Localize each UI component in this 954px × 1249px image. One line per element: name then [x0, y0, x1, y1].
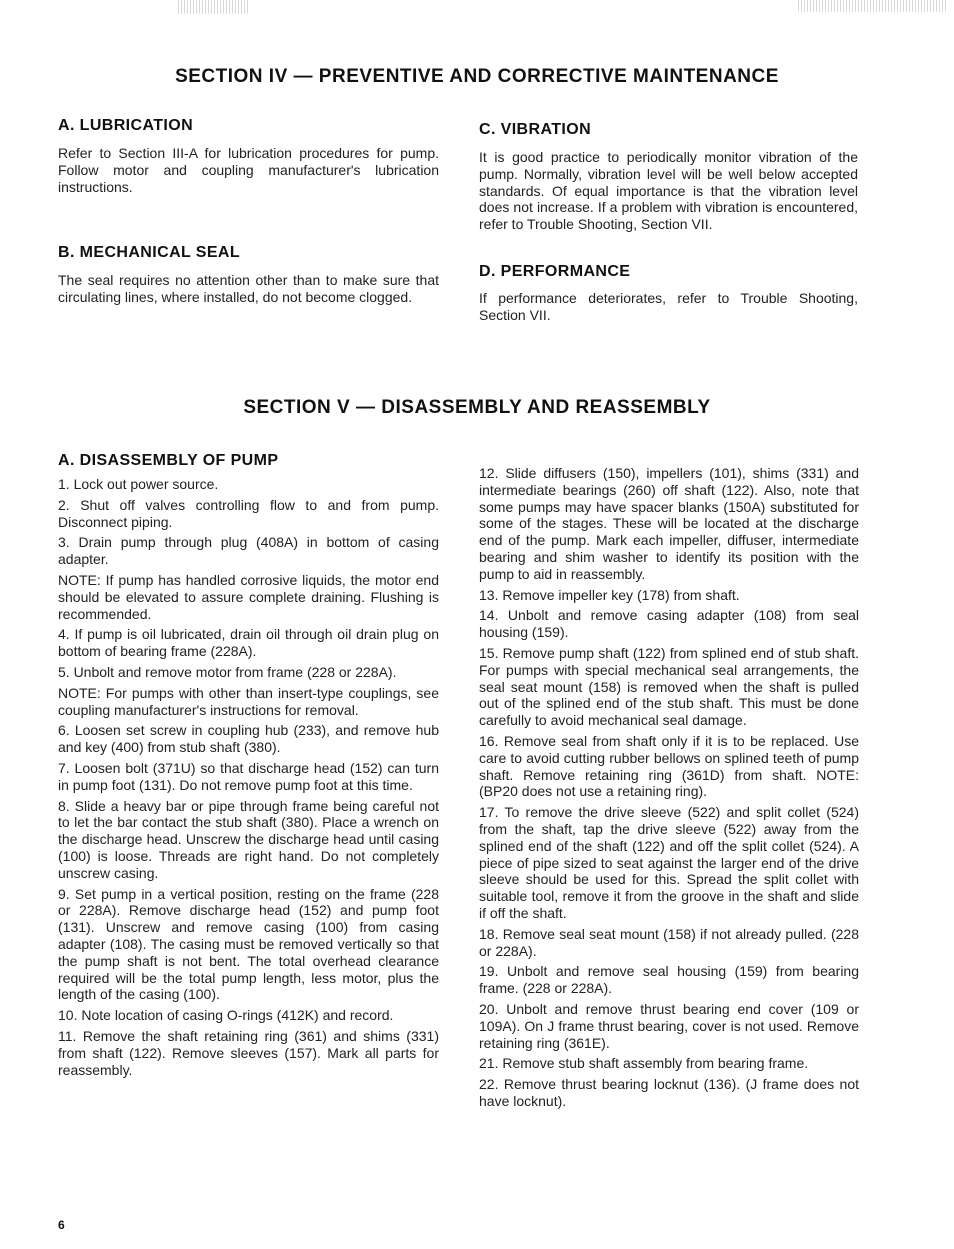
step-item: 13. Remove impeller key (178) from shaft.: [479, 586, 740, 603]
page-number: 6: [58, 1218, 65, 1232]
vibration-text: [479, 149, 858, 237]
lubrication-text: [58, 145, 439, 199]
performance-text: [479, 290, 858, 328]
note-item: NOTE: For pumps with other than insert-type couplings, see coupling manufacturer's instructions for removal.: [58, 684, 439, 718]
section-v-title: SECTION V — DISASSEMBLY AND REASSEMBLY: [243, 397, 711, 418]
scan-artifact-left: [178, 0, 250, 14]
step-item: 2. Shut off valves controlling flow to and from pump. Disconnect piping.: [58, 496, 439, 530]
lubrication-paragraph: Refer to Section III-A for lubrication procedures for pump. Follow motor and coupling manufacturer's lubrication instructions.: [58, 145, 439, 195]
step-item: 12. Slide diffusers (150), impellers (101), shims (331) and intermediate bearings (260) off shaft (122). Also, note that some pumps may have spacer blanks (150A) substituted for some of the stages. These will be located at the discharge end of the pump. Mark each impeller, diffuser, intermediate bearing and shim washer to identify its position with the pump to aid in reassembly.: [479, 465, 859, 582]
step-item: 8. Slide a heavy bar or pipe through frame being careful not to let the bar contact the stub shaft (380). Place a wrench on the discharge head. Unscrew the discharge head until casing (100) is loose. Threads are right hand. Do not completely unscrew casing.: [58, 797, 439, 881]
performance-paragraph: If performance deteriorates, refer to Trouble Shooting, Section VII.: [479, 290, 858, 323]
step-item: 19. Unbolt and remove seal housing (159) from bearing frame. (228 or 228A).: [479, 963, 859, 997]
vibration-paragraph: It is good practice to periodically monitor vibration of the pump. Normally, vibration level will be well below accepted standards. Of equal importance is that the vibration level does not increase. If a problem with vibration is encountered, refer to Trouble Shooting, Section VII.: [479, 149, 858, 233]
step-item: 11. Remove the shaft retaining ring (361) and shims (331) from shaft (122). Remove sleeves (157). Mark all parts for reassembly.: [58, 1027, 439, 1078]
step-item: 7. Loosen bolt (371U) so that discharge head (152) can turn in pump foot (131). Do not remove pump foot at this time.: [58, 759, 439, 793]
step-item: 9. Set pump in a vertical position, resting on the frame (228 or 228A). Remove discharge head (152) and pump foot (131). Unscrew and remove casing (100) from casing adapter (108). The casing must be removed vertically so that the pump shaft is not bent. The total overhead clearance required will be the total pump length, less motor, plus the length of the casing (100).: [58, 885, 439, 1003]
vibration-heading: C. VIBRATION: [479, 121, 592, 138]
step-item: 15. Remove pump shaft (122) from splined end of stub shaft. For pumps with special mechanical seal arrangements, the seal seat mount (158) is removed when the shaft is pulled out of the splined end of the stub shaft. This must be done carefully to avoid mechanical seal damage.: [479, 644, 859, 729]
mechanical-seal-heading: B. MECHANICAL SEAL: [58, 244, 241, 261]
step-item: 10. Note location of casing O-rings (412K) and record.: [58, 1007, 394, 1024]
section-iv-title: SECTION IV — PREVENTIVE AND CORRECTIVE MAINTENANCE: [175, 66, 779, 87]
step-item: 4. If pump is oil lubricated, drain oil through oil drain plug on bottom of bearing frame (228A).: [58, 626, 439, 660]
note-item: NOTE: If pump has handled corrosive liquids, the motor end should be elevated to assure complete draining. Flushing is recommended.: [58, 571, 439, 622]
step-item: 1. Lock out power source.: [58, 476, 219, 492]
disassembly-left-column: [58, 476, 439, 1082]
step-item: 18. Remove seal seat mount (158) if not already pulled. (228 or 228A).: [479, 925, 859, 959]
step-item: 21. Remove stub shaft assembly from bearing frame.: [479, 1055, 809, 1072]
step-item: 14. Unbolt and remove casing adapter (108) from seal housing (159).: [479, 607, 859, 641]
disassembly-right-column: [479, 465, 859, 1114]
disassembly-heading: A. DISASSEMBLY OF PUMP: [58, 452, 279, 469]
step-item: 20. Unbolt and remove thrust bearing end cover (109 or 109A). On J frame thrust bearing, cover is not used. Remove retaining ring (361E).: [479, 1000, 859, 1051]
performance-heading: D. PERFORMANCE: [479, 263, 631, 280]
step-item: 6. Loosen set screw in coupling hub (233), and remove hub and key (400) from stub shaft (380).: [58, 722, 439, 756]
step-item: 17. To remove the drive sleeve (522) and split collet (524) from the shaft, tap the drive sleeve (522) away from the splined end of the shaft (122) and off the split collet (524). A piece of pipe sized to seat against the larger end of the drive sleeve should be used for this. Spread the split collet with suitable tool, remove it from the groove in the shaft and slide if off the shaft.: [479, 804, 859, 921]
step-item: 5. Unbolt and remove motor from frame (228 or 228A).: [58, 663, 397, 680]
step-item: 3. Drain pump through plug (408A) in bottom of casing adapter.: [58, 534, 439, 568]
lubrication-heading: A. LUBRICATION: [58, 117, 194, 134]
scan-artifact-right: [798, 0, 948, 12]
step-item: 16. Remove seal from shaft only if it is to be replaced. Use care to avoid cutting rubber bellows on splined teeth of pump shaft. Remove retaining ring (361D) from shaft. NOTE: (BP20 does not use a retaining ring).: [479, 732, 859, 800]
mechanical-seal-text: [58, 272, 439, 310]
mechanical-seal-paragraph: The seal requires no attention other than to make sure that circulating lines, where installed, do not become clogged.: [58, 272, 439, 305]
step-item: 22. Remove thrust bearing locknut (136). (J frame does not have locknut).: [479, 1076, 859, 1109]
